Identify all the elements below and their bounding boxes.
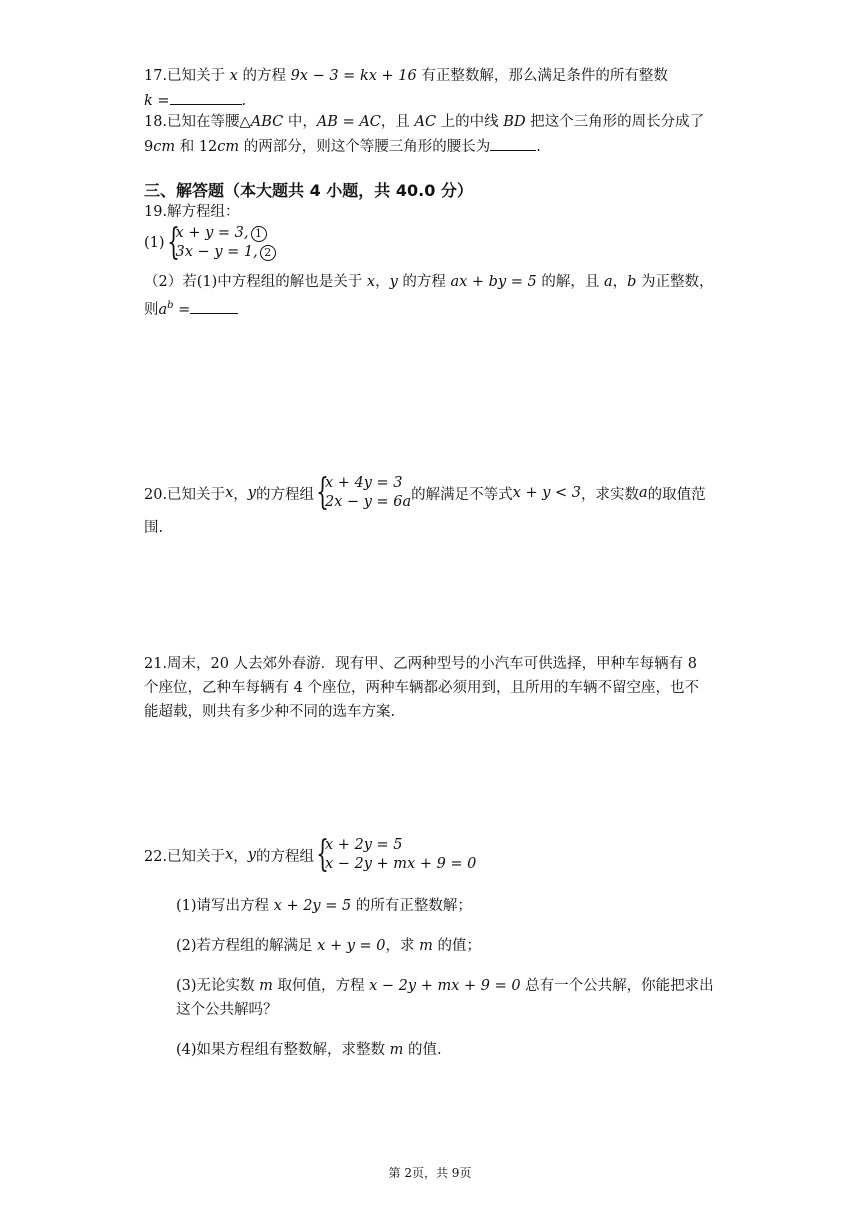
q22-var-m: m [259,978,273,994]
q20-inequality: x + y < 3 [512,485,581,501]
q22-text: 22.已知关于 [144,848,226,865]
q17-var-x: x [229,68,238,84]
q18-text: 的两部分，则这个等腰三角形的腰长为 [239,139,491,155]
q22-eq2: x − 2y + mx + 9 = 0 [324,856,477,872]
page-number: 第 2页，共 9页 [388,1166,472,1180]
q22-text: ，求 [385,938,420,954]
q18-text: 和 12 [175,139,218,155]
q20-text: 的取值范 [647,486,706,503]
q17-line1 [144,66,668,86]
q18-unit: cm [217,139,240,155]
q22-var-x: x [225,847,234,863]
circled-one-icon: 1 [251,226,267,242]
q19-answer-blank[interactable] [190,299,238,314]
q22-text: (1)请写出方程 [176,898,274,914]
q18-var-bd: BD [503,114,526,130]
separator: ， [233,486,248,503]
q18-text: 上的中线 [436,114,504,130]
q18-answer-blank[interactable] [490,136,536,151]
q22-text: 的值. [403,1042,442,1058]
q18-text: 18.已知在等腰△ [144,114,251,130]
q22-text: (3)无论实数 [176,978,260,994]
q19-text: 的解，且 [536,274,604,290]
brace: { [166,222,180,263]
q22-line1 [144,836,476,874]
q19-var-a: a [603,274,613,290]
q22-equation: x + y = 0 [317,938,386,954]
q20-text: ，求实数 [581,486,639,503]
q22-equation: x + 2y = 5 [273,898,352,914]
q20-eq2: 2x − y = 6a [324,494,412,510]
q19-text: （2）若(1)中方程组的解也是关于 [144,274,367,290]
section-heading: 三、解答题（本大题共 4 小题，共 40.0 分） [144,181,473,200]
q19-text: 为正整数， [636,274,714,290]
q17-line2 [144,90,246,111]
q18-unit: cm [153,139,176,155]
q22-var-m: m [419,938,433,954]
q17-answer-blank[interactable] [170,90,242,105]
q19-var-y: y [389,274,398,290]
q22-equation: x − 2y + mx + 9 = 0 [369,978,521,994]
q17-equation: 9x − 3 = kx + 16 [290,68,417,84]
q20-var-a: a [639,485,648,501]
q20-var-x: x [225,485,234,501]
q17-text: 17.已知关于 [144,68,230,84]
q22-text: 的值； [432,938,481,954]
q21-line3: 能超载，则共有多少种不同的选车方案. [144,704,396,720]
q19-eq1: x + y = 3, 1 [176,224,276,243]
q22-part4 [176,1040,442,1060]
q22-var-y: y [247,847,256,863]
brace: { [316,472,329,513]
q19-equation: ax + by = 5 [450,274,537,290]
q22-part3-line2: 这个公共解吗？ [176,1002,278,1018]
q19-text: 的方程 [397,274,451,290]
brace: { [316,834,329,875]
q19-part1-label: (1) [144,235,165,251]
q22-part3-line1 [176,976,714,996]
q22-text: 的所有正整数解； [351,898,472,914]
q19-part2-line1 [144,272,714,292]
q22-text: (2)若方程组的解满足 [176,938,318,954]
q19-power-base: a [158,301,168,318]
q21-line2: 个座位，乙种车每辆有 4 个座位，两种车辆都必须用到，且所用的车辆不留空座，也不 [144,680,699,696]
q22-text: 取何值，方程 [272,978,370,994]
q19-part2-line2 [144,296,238,320]
q18-var-ac: AC [414,114,437,130]
q22-var-m: m [389,1042,404,1058]
q19-text: 则 [144,301,159,318]
q19-var-x: x [366,274,376,290]
q20-line2: 围. [144,520,164,536]
q18-triangle: ABC [250,114,284,130]
q22-part1 [176,896,472,916]
q19-system [144,224,276,262]
q18-line1 [144,112,704,132]
q21-line1: 21.周末，20 人去郊外春游．现有甲、乙两种型号的小汽车可供选择，甲种车每辆有 8 [144,656,697,672]
separator: ， [375,274,390,290]
q19-title: 19.解方程组： [144,204,240,220]
q17-text: 有正整数解，那么满足条件的所有整数 [416,68,668,84]
q18-text: 9 [144,139,154,155]
q19-equals: = [173,301,191,318]
q19-eq2: 3x − y = 1, 2 [176,243,276,262]
q22-part2 [176,936,481,956]
q20-eq1: x + 4y = 3 [324,475,403,491]
q17-period: . [241,93,247,109]
q22-text: 总有一个公共解，你能把求出 [520,978,714,994]
q18-line2 [144,136,541,157]
separator: ， [233,848,248,865]
q22-eq1: x + 2y = 5 [324,837,403,853]
q18-equation: AB = AC [316,114,381,130]
q19-power-exp: b [167,300,174,311]
q19-var-b: b [627,274,637,290]
q20-text: 的方程组 [255,486,314,503]
q17-var-k: k = [144,93,170,109]
q22-text: (4)如果方程组有整数解，求整数 [176,1042,390,1058]
q20-var-y: y [247,485,256,501]
q18-text: ，且 [380,114,415,130]
separator: ， [612,274,628,290]
q22-text: 的方程组 [255,848,314,865]
circled-two-icon: 2 [260,245,276,261]
q18-period: . [536,139,541,155]
q18-text: 把这个三角形的周长分成了 [525,114,705,130]
q17-text: 的方程 [237,68,291,84]
q20-text: 20.已知关于 [144,486,226,503]
q20-text: 的解满足不等式 [411,486,513,503]
q20-line1 [144,474,706,512]
q18-text: 中， [283,114,317,130]
